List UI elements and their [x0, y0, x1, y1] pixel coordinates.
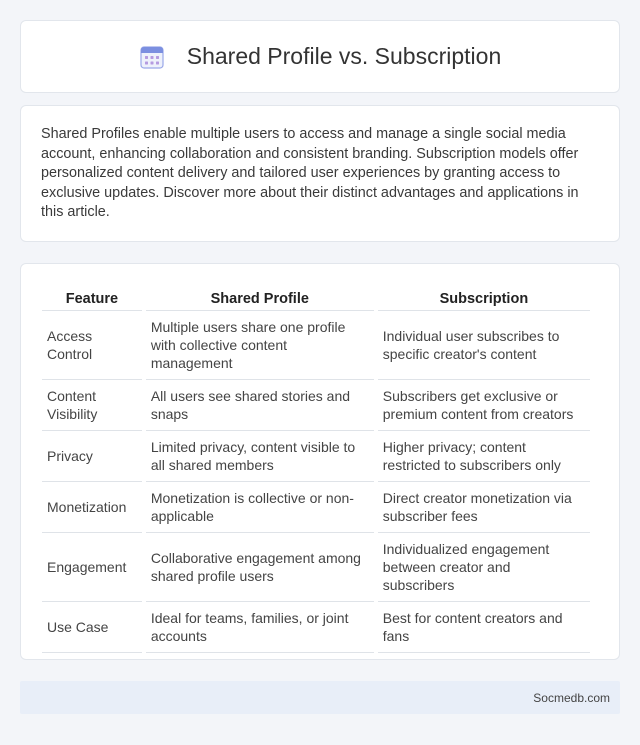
row-shared: Multiple users share one profile with collective content management	[146, 311, 374, 380]
row-feature: Privacy	[42, 431, 142, 482]
row-subscription: Subscribers get exclusive or premium content from creators	[378, 380, 590, 431]
row-shared: Ideal for teams, families, or joint accounts	[146, 602, 374, 653]
table-row	[42, 533, 590, 602]
row-subscription: Best for content creators and fans	[378, 602, 590, 653]
table-row	[42, 602, 590, 653]
header-subscription: Subscription	[378, 285, 590, 311]
row-shared: Collaborative engagement among shared profile users	[146, 533, 374, 602]
table-row	[42, 380, 590, 431]
table-row	[42, 431, 590, 482]
row-feature: Engagement	[42, 533, 142, 602]
footer-site-link[interactable]: Socmedb.com	[533, 690, 610, 705]
row-subscription: Individualized engagement between creator and subscribers	[378, 533, 590, 602]
row-subscription: Direct creator monetization via subscriber fees	[378, 482, 590, 533]
header-shared-profile: Shared Profile	[146, 285, 374, 311]
table-row	[42, 311, 590, 380]
row-shared: Limited privacy, content visible to all shared members	[146, 431, 374, 482]
table-row	[42, 482, 590, 533]
row-shared: Monetization is collective or non-applicable	[146, 482, 374, 533]
row-shared: All users see shared stories and snaps	[146, 380, 374, 431]
intro-paragraph: Shared Profiles enable multiple users to access and manage a single social media account, enhancing collaboration and consistent branding. Subscription models offer personalized content delivery and tailored user experiences by granting access to exclusive updates. Discover more about their distinct advantages and applications in this article.	[41, 126, 579, 220]
table-header-row	[42, 285, 590, 311]
row-subscription: Individual user subscribes to specific creator's content	[378, 311, 590, 380]
row-subscription: Higher privacy; content restricted to subscribers only	[378, 431, 590, 482]
comparison-card	[20, 263, 620, 660]
row-feature: Content Visibility	[42, 380, 142, 431]
page-title: Shared Profile vs. Subscription	[186, 43, 502, 69]
header-feature: Feature	[42, 285, 142, 311]
row-feature: Use Case	[42, 602, 142, 653]
header-card	[20, 20, 620, 93]
intro-card	[20, 105, 620, 242]
calendar-icon	[139, 44, 165, 70]
row-feature: Monetization	[42, 482, 142, 533]
comparison-table	[38, 285, 594, 653]
row-feature: Access Control	[42, 311, 142, 380]
footer	[20, 681, 620, 714]
